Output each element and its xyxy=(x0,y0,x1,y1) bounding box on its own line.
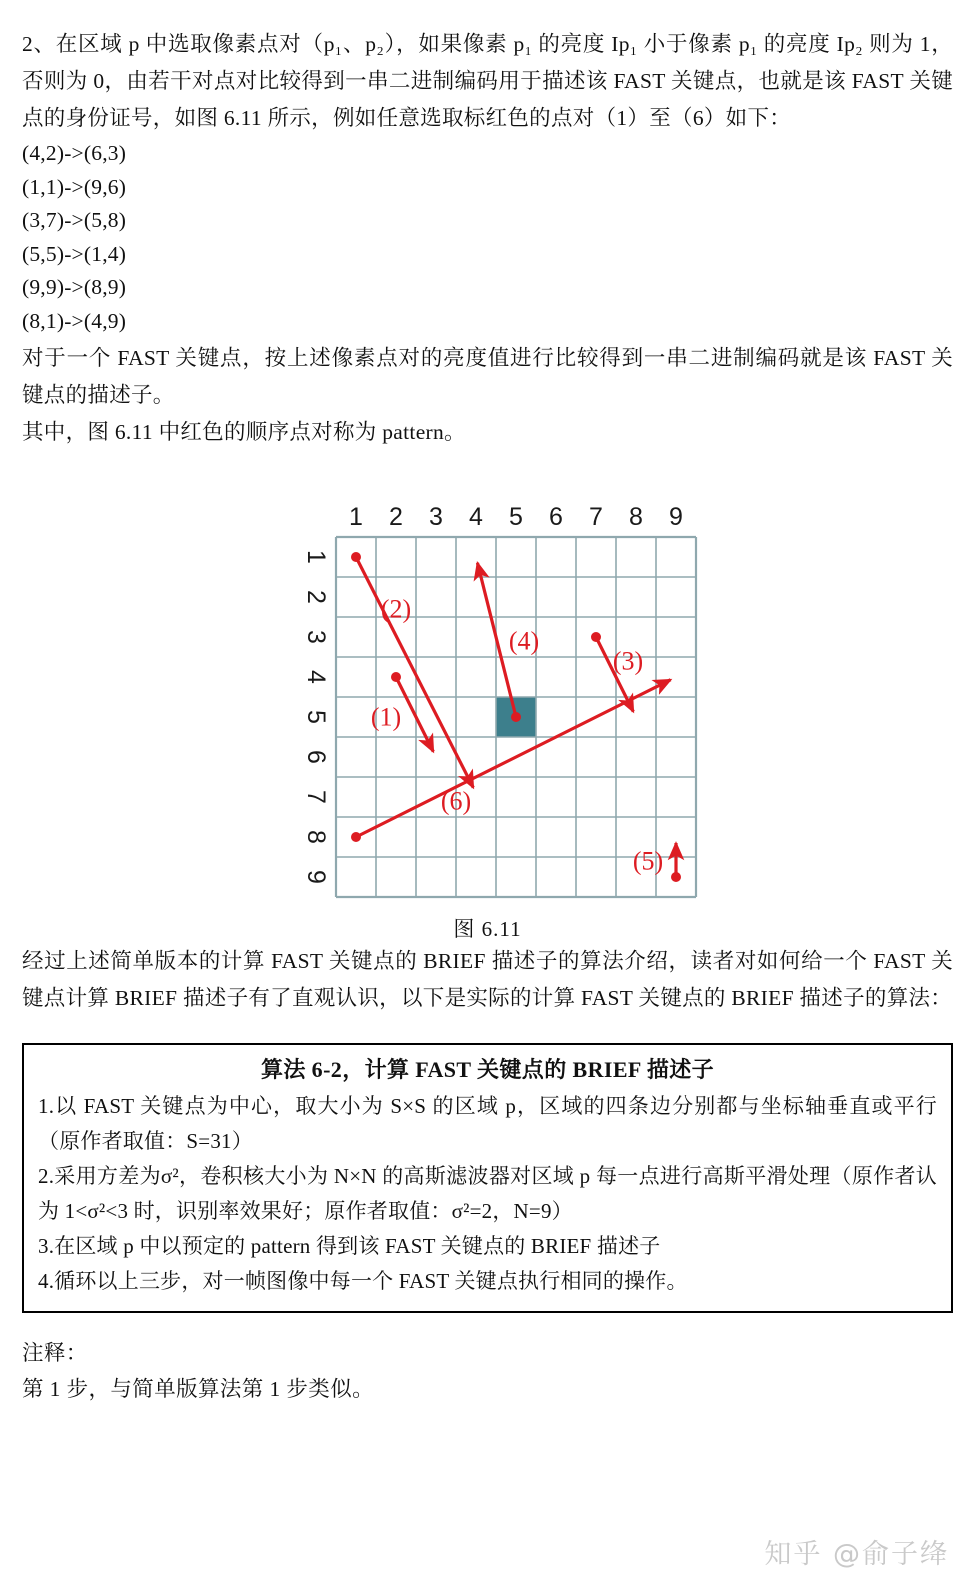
list-item: (3,7)->(5,8) xyxy=(22,208,127,232)
pattern-point xyxy=(351,832,361,842)
column-label: 9 xyxy=(668,503,683,531)
row-label: 8 xyxy=(301,830,330,844)
algorithm-step: 3.在区域 p 中以预定的 pattern 得到该 FAST 关键点的 BRIEF 描述子 xyxy=(38,1234,661,1258)
column-label: 1 xyxy=(348,503,363,531)
after-figure-paragraph: 经过上述简单版本的计算 FAST 关键点的 BRIEF 描述子的算法介绍，读者对如何给一个 FAST 关键点计算 BRIEF 描述子有了直观认识，以下是实际的计算 FAST 关键点的 BRIEF 描述子的算法： xyxy=(22,949,953,1010)
pattern-arrow-label: (4) xyxy=(508,626,539,656)
algorithm-step: 4.循环以上三步，对一帧图像中每一个 FAST 关键点执行相同的操作。 xyxy=(38,1269,688,1293)
pattern-point xyxy=(511,712,521,722)
column-label: 7 xyxy=(588,503,603,531)
notes-line: 第 1 步，与简单版算法第 1 步类似。 xyxy=(22,1377,375,1401)
pattern-arrow-label: (2) xyxy=(380,594,411,624)
watermark: 知乎 @俞子绛 xyxy=(764,1539,949,1570)
pattern-arrow-label: (1) xyxy=(370,702,401,732)
figure-caption: 图 6.11 xyxy=(453,917,522,941)
pattern-paragraph: 其中，图 6.11 中红色的顺序点对称为 pattern。 xyxy=(22,420,466,444)
list-item: (5,5)->(1,4) xyxy=(22,241,127,266)
row-label: 6 xyxy=(301,750,330,764)
pattern-arrow-label: (3) xyxy=(612,646,643,676)
list-item: (9,9)->(8,9) xyxy=(22,275,127,299)
row-label: 7 xyxy=(301,790,330,804)
column-label: 6 xyxy=(548,503,563,531)
notes-heading: 注释： xyxy=(22,1341,88,1365)
row-label: 4 xyxy=(301,670,330,684)
pattern-point xyxy=(591,632,601,642)
row-label: 2 xyxy=(301,590,330,604)
column-label: 3 xyxy=(428,503,443,531)
column-label: 4 xyxy=(468,503,483,531)
intro-paragraph: 2、在区域 p 中选取像素点对（p₁、p₂），如果像素 p₁ 的亮度 Ip₁ 小于像素 p₁ 的亮度 Ip₂ 则为 1，否则为 0，由若干对点对比较得到一串二进制编码用于描述该 FAST 关键点，也就是该 FAST 关键点的身份证号，如图 6.11 所示，例如任意选取标红色的点对（1）至（6）如下： xyxy=(22,32,953,130)
list-item: (8,1)->(4,9) xyxy=(22,308,127,333)
column-label: 8 xyxy=(628,503,643,531)
brief-pattern-grid xyxy=(278,477,698,907)
pattern-point xyxy=(351,552,361,562)
pattern-arrow-label: (6) xyxy=(440,786,471,816)
list-item: (1,1)->(9,6) xyxy=(22,174,127,199)
algorithm-box xyxy=(22,1043,953,1313)
algorithm-step: 2.采用方差为σ²，卷积核大小为 N×N 的高斯滤波器对区域 p 每一点进行高斯平滑处理（原作者认为 1<σ²<3 时，识别率效果好；原作者取值：σ²=2，N=9） xyxy=(38,1164,937,1223)
pattern-arrow xyxy=(396,677,433,752)
row-label: 3 xyxy=(301,630,330,644)
coordinate-pair-list xyxy=(22,137,953,338)
notes-section xyxy=(22,1335,953,1407)
algorithm-step: 1.以 FAST 关键点为中心，取大小为 S×S 的区域 p，区域的四条边分别都与坐标轴垂直或平行 （原作者取值：S=31） xyxy=(38,1094,937,1153)
row-label: 5 xyxy=(301,710,330,724)
column-label: 5 xyxy=(508,503,523,531)
figure-6-11 xyxy=(22,477,953,943)
row-label: 9 xyxy=(301,870,330,884)
pattern-point xyxy=(391,672,401,682)
pattern-point xyxy=(671,872,681,882)
column-label: 2 xyxy=(388,503,403,531)
descriptor-paragraph: 对于一个 FAST 关键点，按上述像素点对的亮度值进行比较得到一串二进制编码就是该 FAST 关键点的描述子。 xyxy=(22,346,953,407)
algorithm-title: 算法 6-2，计算 FAST 关键点的 BRIEF 描述子 xyxy=(260,1057,715,1082)
pattern-arrow-label: (5) xyxy=(632,846,663,876)
list-item: (4,2)->(6,3) xyxy=(22,141,127,165)
row-label: 1 xyxy=(301,550,330,564)
